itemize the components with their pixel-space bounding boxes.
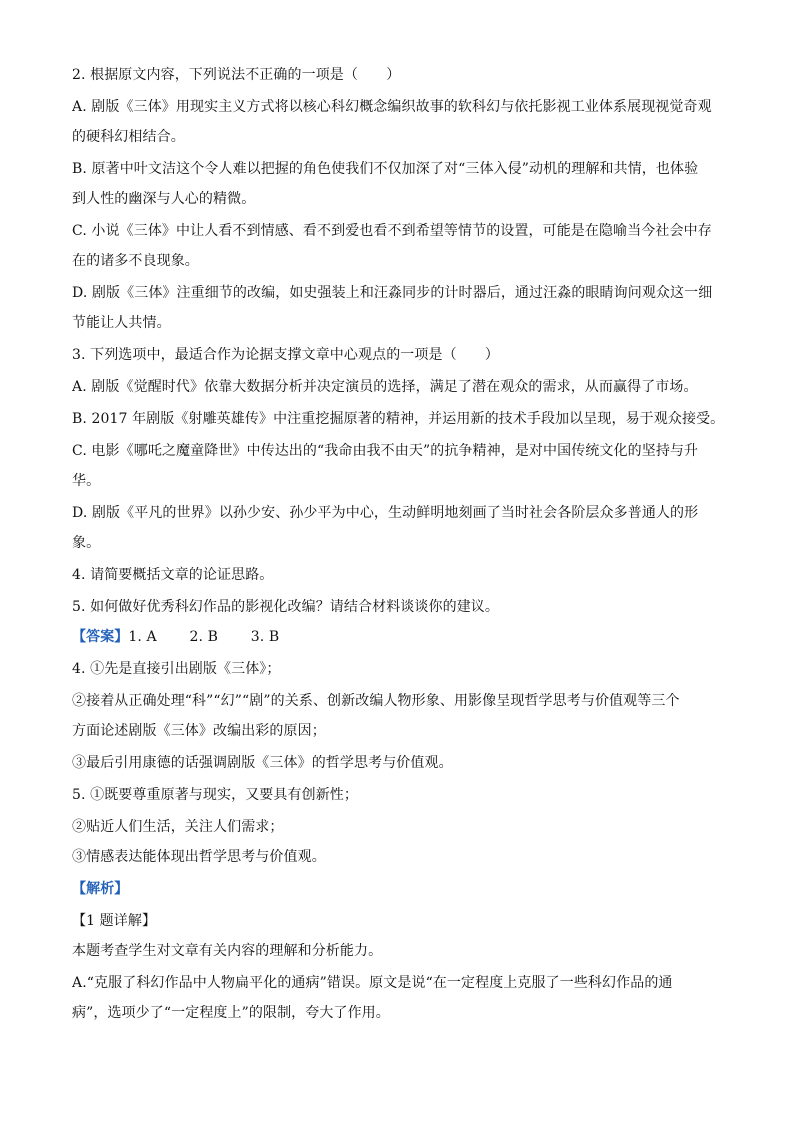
analysis-tag: 【解析】 xyxy=(72,881,129,897)
question-3-option-d-cont: 象。 xyxy=(72,535,101,551)
question-2-option-b: B. 原著中叶文洁这个令人难以把握的角色使我们不仅加深了对“三体入侵”动机的理解和共情，也体验 xyxy=(72,161,699,177)
question-2-option-d: D. 剧版《三体》注重细节的改编，如史强装上和汪淼同步的计时器后，通过汪淼的眼睛询问观众这一细 xyxy=(72,285,713,301)
answer-tag: 【答案】 xyxy=(72,629,129,645)
analysis-detail-title: 【1 题详解】 xyxy=(72,913,157,929)
question-4-stem: 4. 请简要概括文章的论证思路。 xyxy=(72,567,274,583)
answer-choices: 1. A 2. B 3. B xyxy=(128,629,280,645)
answer-4-point-1: 4. ①先是直接引出剧版《三体》； xyxy=(72,661,281,677)
answer-5-point-1: 5. ①既要尊重原著与现实，又要具有创新性； xyxy=(72,787,359,803)
question-3-option-a: A. 剧版《觉醒时代》依靠大数据分析并决定演员的选择，满足了潜在观众的需求，从而赢得了市场。 xyxy=(72,379,698,395)
question-3-option-d: D. 剧版《平凡的世界》以孙少安、孙少平为中心，生动鲜明地刻画了当时社会各阶层众多普通人的形 xyxy=(72,505,699,521)
question-2-option-a: A. 剧版《三体》用现实主义方式将以核心科幻概念编织故事的软科幻与依托影视工业体系展现视觉奇观 xyxy=(72,99,712,115)
question-2-option-d-cont: 节能让人共情。 xyxy=(72,315,171,331)
answer-4-point-2: ②接着从正确处理“科”“幻”“剧”的关系、创新改编人物形象、用影像呈现哲学思考与价值观等三个 xyxy=(72,693,680,709)
question-2-option-b-cont: 到人性的幽深与人心的精微。 xyxy=(72,191,256,207)
answer-5-point-2: ②贴近人们生活，关注人们需求； xyxy=(72,819,284,835)
question-2-option-c-cont: 在的诸多不良现象。 xyxy=(72,253,199,269)
question-2-option-a-cont: 的硬科幻相结合。 xyxy=(72,129,185,145)
answer-4-point-2-cont: 方面论述剧版《三体》改编出彩的原因； xyxy=(72,723,326,739)
answer-4-point-3: ③最后引用康德的话强调剧版《三体》的哲学思考与价值观。 xyxy=(72,755,453,771)
question-3-stem: 3. 下列选项中，最适合作为论据支撑文章中心观点的一项是（ ） xyxy=(72,347,500,363)
analysis-intro: 本题考查学生对文章有关内容的理解和分析能力。 xyxy=(72,943,383,959)
question-3-option-c-cont: 华。 xyxy=(72,473,101,489)
question-3-option-b: B. 2017 年剧版《射雕英雄传》中注重挖掘原著的精神，并运用新的技术手段加以呈现，易于观众接受。 xyxy=(72,411,725,427)
question-2-stem: 2. 根据原文内容，下列说法不正确的一项是（ ） xyxy=(72,67,401,83)
analysis-option-a: A.“克服了科幻作品中人物扁平化的通病”错误。原文是说“在一定程度上克服了一些科幻作品的通 xyxy=(72,975,673,991)
answer-5-point-3: ③情感表达能体现出哲学思考与价值观。 xyxy=(72,849,326,865)
question-5-stem: 5. 如何做好优秀科幻作品的影视化改编？请结合材料谈谈你的建议。 xyxy=(72,599,500,615)
answer-line xyxy=(72,628,732,646)
analysis-option-a-cont: 病”，选项少了“一定程度上”的限制，夸大了作用。 xyxy=(72,1005,390,1021)
question-3-option-c: C. 电影《哪吒之魔童降世》中传达出的“我命由我不由天”的抗争精神，是对中国传统文化的坚持与升 xyxy=(72,443,699,459)
question-2-option-c: C. 小说《三体》中让人看不到情感、看不到爱也看不到希望等情节的设置，可能是在隐喻当今社会中存 xyxy=(72,223,712,239)
